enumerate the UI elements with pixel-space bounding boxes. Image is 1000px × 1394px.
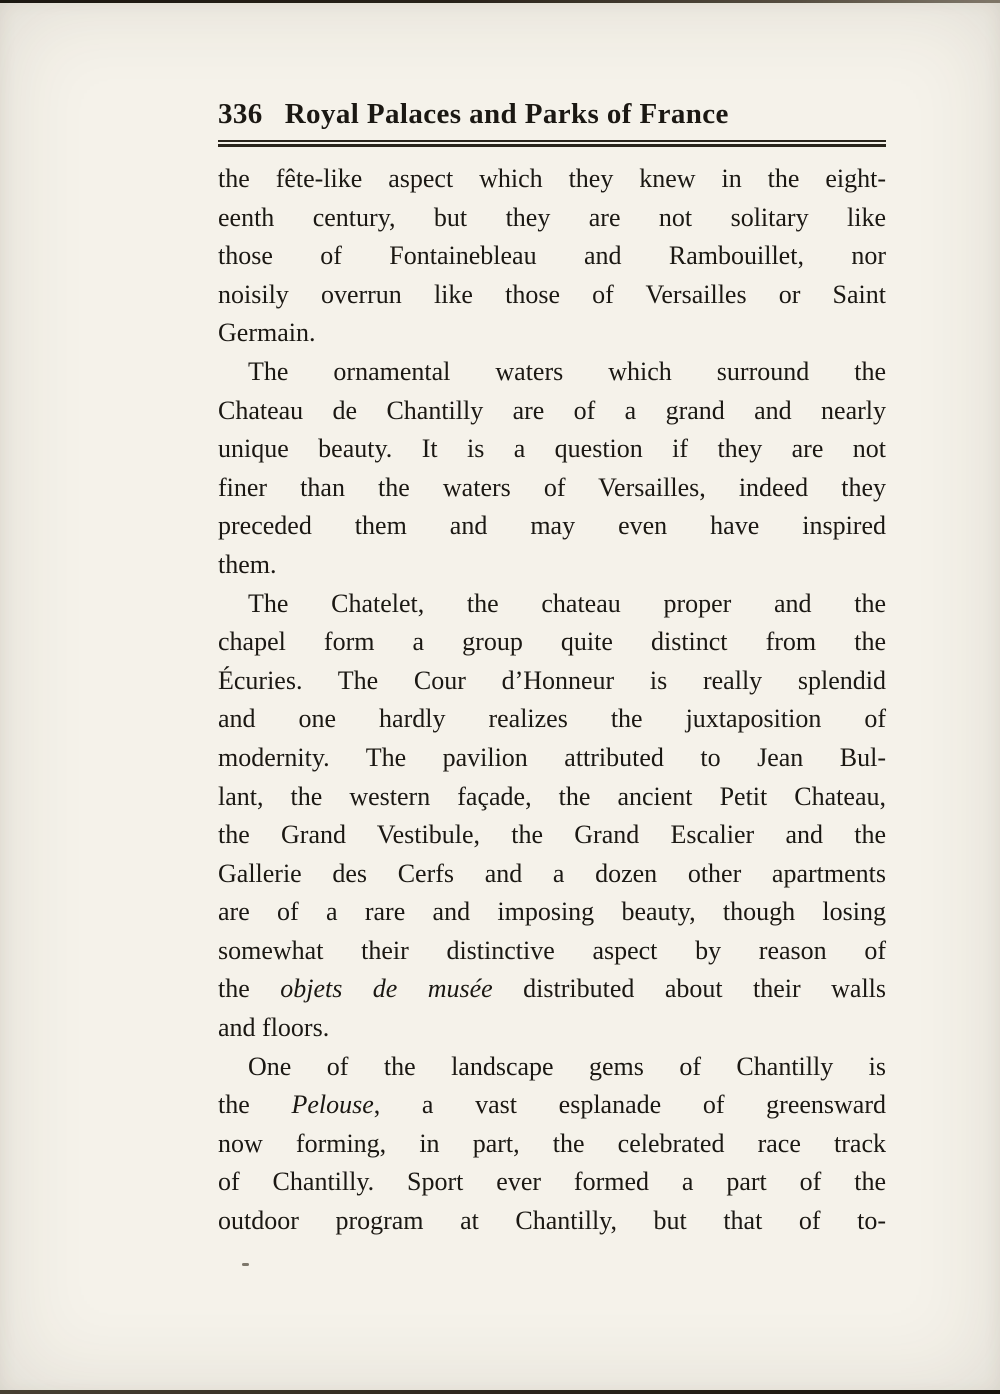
text-segment: those of Fontainebleau and Rambouillet, nor [218,241,886,271]
text-segment: Écuries. The Cour d’Honneur is really splendid [218,665,886,695]
scan-edge-bottom [0,1390,1000,1394]
text-line [218,1048,886,1087]
text-segment: Gallerie des Cerfs and a dozen other apartments [218,858,886,888]
text-line [218,469,886,508]
text-segment: noisily overrun like those of Versailles or Saint [218,279,886,309]
text-line [218,237,886,276]
page-title: Royal Palaces and Parks of France [284,98,729,130]
text-segment: of Chantilly. Sport ever formed a part of the [218,1167,886,1197]
text-segment: the Grand Vestibule, the Grand Escalier and the [218,820,886,850]
text-line [218,816,886,855]
text-segment: and one hardly realizes the juxtaposition of [218,704,886,734]
text-line [218,1009,886,1048]
italic-phrase: Pelouse [291,1090,374,1120]
text-segment: eenth century, but they are not solitary like [218,202,886,232]
text-line [218,893,886,932]
header-rule [218,140,886,147]
text-line [218,199,886,238]
text-line [218,392,886,431]
text-line [218,507,886,546]
text-segment: Chateau de Chantilly are of a grand and nearly [218,395,886,425]
text-segment: finer than the waters of Versailles, indeed they [218,472,886,502]
text-segment: the fête-like aspect which they knew in the eight- [218,164,886,193]
text-segment: the [218,1090,292,1120]
text-segment: lant, the western façade, the ancient Petit Chateau, [218,781,886,811]
text-line [218,1163,886,1202]
text-segment: and floors. [218,1013,330,1043]
text-line [218,739,886,778]
text-line [218,160,886,199]
text-segment: The Chatelet, the chateau proper and the [248,588,886,618]
page-header [218,97,886,131]
text-segment: One of the landscape gems of Chantilly is [248,1051,886,1081]
page-body [218,160,886,1241]
text-line [218,662,886,701]
book-page [218,97,886,1241]
text-line [218,546,886,585]
text-segment: , a vast esplanade of greensward [373,1090,886,1120]
page-number: 336 [218,98,263,130]
text-segment: modernity. The pavilion attributed to Jean Bul- [218,742,886,772]
text-line [218,778,886,817]
text-line [218,276,886,315]
text-line [218,585,886,624]
paragraph [218,160,886,353]
text-segment: chapel form a group quite distinct from the [218,627,886,657]
text-line [218,353,886,392]
paragraph [218,353,886,585]
text-segment: somewhat their distinctive aspect by reason of [218,935,886,965]
text-line [218,314,886,353]
scan-speck [242,1263,249,1266]
text-segment: are of a rare and imposing beauty, though losing [218,897,886,927]
text-segment: distributed about their walls [492,974,887,1004]
scan-edge-top [0,0,1000,3]
text-segment: outdoor program at Chantilly, but that of to- [218,1206,886,1236]
text-line [218,1202,886,1241]
paragraph [218,1048,886,1241]
paragraph [218,585,886,1048]
text-segment: The ornamental waters which surround the [248,356,886,386]
text-line [218,430,886,469]
text-line [218,1125,886,1164]
text-line [218,700,886,739]
italic-phrase: objets de musée [280,974,493,1004]
text-line [218,932,886,971]
text-line [218,855,886,894]
text-line [218,1086,886,1125]
text-segment: now forming, in part, the celebrated race track [218,1128,886,1158]
text-segment: unique beauty. It is a question if they are not [218,434,886,464]
text-line [218,623,886,662]
text-segment: preceded them and may even have inspired [218,511,886,541]
text-line [218,970,886,1009]
text-segment: them. [218,549,277,579]
text-segment: Germain. [218,318,316,348]
text-segment: the [218,974,281,1004]
